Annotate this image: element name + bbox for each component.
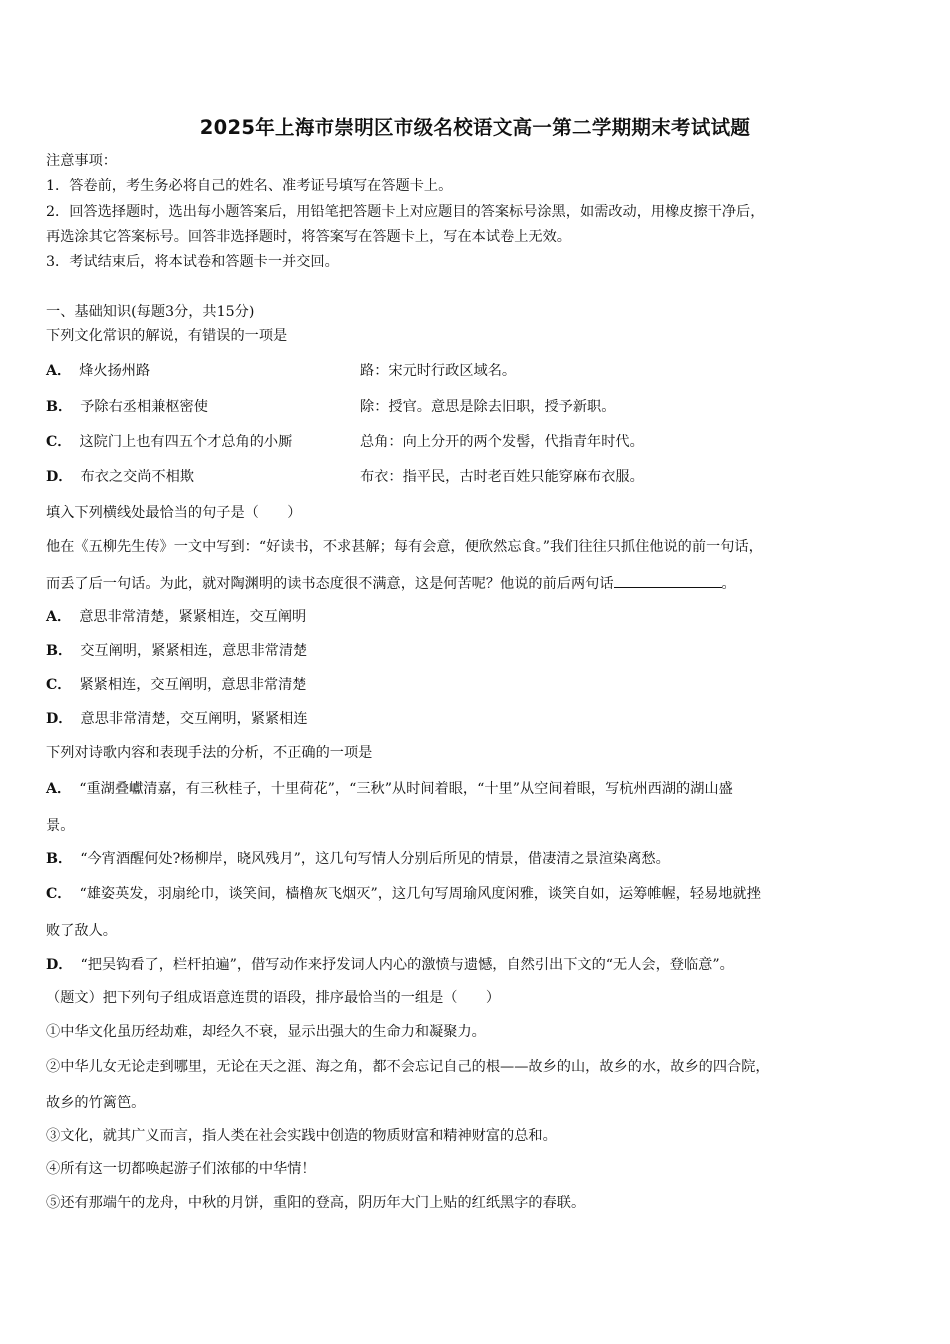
q4-sentence-5: ⑤还有那端午的龙舟，中秋的月饼，重阳的登高，阴历年大门上贴的红纸黑字的春联。: [46, 1195, 586, 1211]
q4-sentence-4: ④所有这一切都唤起游子们浓郁的中华情！: [46, 1161, 316, 1177]
q2-option-c-text: 紧紧相连，交互阐明，意思非常清楚: [79, 677, 307, 693]
q1-option-a-letter: A．: [46, 363, 72, 379]
q1-option-b-explain: 除：授官。意思是除去旧职，授予新职。: [360, 399, 616, 415]
q1-stem: 下列文化常识的解说，有错误的一项是: [46, 328, 288, 344]
q1-option-d: [46, 467, 194, 487]
q2-para-2-text: 而丢了后一句话。为此，就对陶渊明的读书态度很不满意，这是何苦呢？他说的前后两句话: [46, 576, 614, 592]
q3-option-d: [46, 955, 734, 975]
q3-option-b-text: “今宵酒醒何处?杨柳岸，晓风残月”，这几句写情人分别后所见的情景，借凄清之景渲染离愁。: [80, 851, 670, 867]
q1-option-c: [46, 432, 292, 452]
q2-option-d-letter: D．: [46, 711, 73, 727]
q4-sentence-2b: 故乡的竹篱笆。: [46, 1095, 146, 1111]
q2-para-1: 他在《五柳先生传》一文中写到：“好读书，不求甚解；每有会意，便欣然忘食。”我们往往只抓住他说的前一句话，: [46, 539, 763, 555]
q3-option-c-text-1: “雄姿英发，羽扇纶巾，谈笑间，樯橹灰飞烟灭”，这几句写周瑜风度闲雅，谈笑自如，运筹帷幄，轻易地就挫: [79, 886, 761, 902]
q2-answer-blank: [614, 574, 722, 588]
q3-option-d-letter: D．: [46, 957, 73, 973]
notice-item-1: 1．答卷前，考生务必将自己的姓名、准考证号填写在答题卡上。: [46, 178, 453, 194]
q1-option-a-text: 烽火扬州路: [79, 363, 151, 379]
notice-item-2b: 再选涂其它答案标号。回答非选择题时，将答案写在答题卡上，写在本试卷上无效。: [46, 229, 571, 245]
q2-option-a-letter: A．: [46, 609, 72, 625]
notice-item-2a: 2．回答选择题时，选出每小题答案后，用铅笔把答题卡上对应题目的答案标号涂黑，如需改动，用橡皮擦干净后，: [46, 204, 765, 220]
q2-option-b-text: 交互阐明，紧紧相连，意思非常清楚: [80, 643, 308, 659]
q3-option-a-text-2: 景。: [46, 818, 75, 834]
q2-option-c: [46, 675, 307, 695]
notice-heading: 注意事项：: [46, 153, 117, 169]
q1-option-d-text: 布衣之交尚不相欺: [80, 469, 195, 485]
q1-option-c-letter: C．: [46, 434, 72, 450]
exam-title: 2025年上海市崇明区市级名校语文高一第二学期期末考试试题: [199, 116, 751, 139]
q3-option-a: [46, 779, 733, 799]
q3-stem: 下列对诗歌内容和表现手法的分析，不正确的一项是: [46, 745, 373, 761]
q1-option-b-letter: B．: [46, 399, 73, 415]
q1-option-a: [46, 361, 150, 381]
q3-option-b-letter: B．: [46, 851, 73, 867]
q2-option-b-letter: B．: [46, 643, 73, 659]
section-heading: 一、基础知识(每题3分，共15分): [46, 304, 255, 320]
q2-option-a: [46, 607, 306, 627]
q4-sentence-1: ①中华文化虽历经劫难，却经久不衰，显示出强大的生命力和凝聚力。: [46, 1024, 486, 1040]
q1-option-d-letter: D．: [46, 469, 73, 485]
q3-option-d-text: “把吴钩看了，栏杆拍遍”，借写动作来抒发词人内心的激愤与遗憾，自然引出下文的“无人会，登临意”。: [80, 957, 734, 973]
q3-option-a-letter: A．: [46, 781, 72, 797]
q1-option-d-explain: 布衣：指平民，古时老百姓只能穿麻布衣服。: [360, 469, 644, 485]
q2-para-2: [46, 574, 736, 594]
q3-option-c-letter: C．: [46, 886, 72, 902]
q2-stem: 填入下列横线处最恰当的句子是（ ）: [46, 505, 302, 521]
q1-option-c-explain: 总角：向上分开的两个发髻，代指青年时代。: [360, 434, 644, 450]
q2-option-d: [46, 709, 308, 729]
q1-option-a-explain: 路：宋元时行政区域名。: [360, 363, 517, 379]
q1-option-b-text: 予除右丞相兼枢密使: [80, 399, 208, 415]
q2-option-a-text: 意思非常清楚，紧紧相连，交互阐明: [79, 609, 307, 625]
q1-option-b: [46, 397, 208, 417]
q1-option-c-text: 这院门上也有四五个才总角的小厮: [79, 434, 293, 450]
q3-option-c-text-2: 败了敌人。: [46, 923, 117, 939]
notice-item-3: 3．考试结束后，将本试卷和答题卡一并交回。: [46, 254, 339, 270]
q2-option-d-text: 意思非常清楚，交互阐明，紧紧相连: [80, 711, 308, 727]
q4-stem: （题文）把下列句子组成语意连贯的语段，排序最恰当的一组是（ ）: [46, 990, 501, 1006]
q4-sentence-2a: ②中华儿女无论走到哪里，无论在天之涯、海之角，都不会忘记自己的根——故乡的山，故乡的水，故乡的四合院，: [46, 1059, 770, 1075]
q3-option-c: [46, 884, 761, 904]
q3-option-b: [46, 849, 670, 869]
q3-option-a-text-1: “重湖叠巘清嘉，有三秋桂子，十里荷花”，“三秋”从时间着眼，“十里”从空间着眼，写杭州西湖的湖山盛: [79, 781, 733, 797]
q2-option-b: [46, 641, 307, 661]
q2-option-c-letter: C．: [46, 677, 72, 693]
q2-para-2-end: 。: [721, 576, 736, 592]
q4-sentence-3: ③文化，就其广义而言，指人类在社会实践中创造的物质财富和精神财富的总和。: [46, 1128, 557, 1144]
